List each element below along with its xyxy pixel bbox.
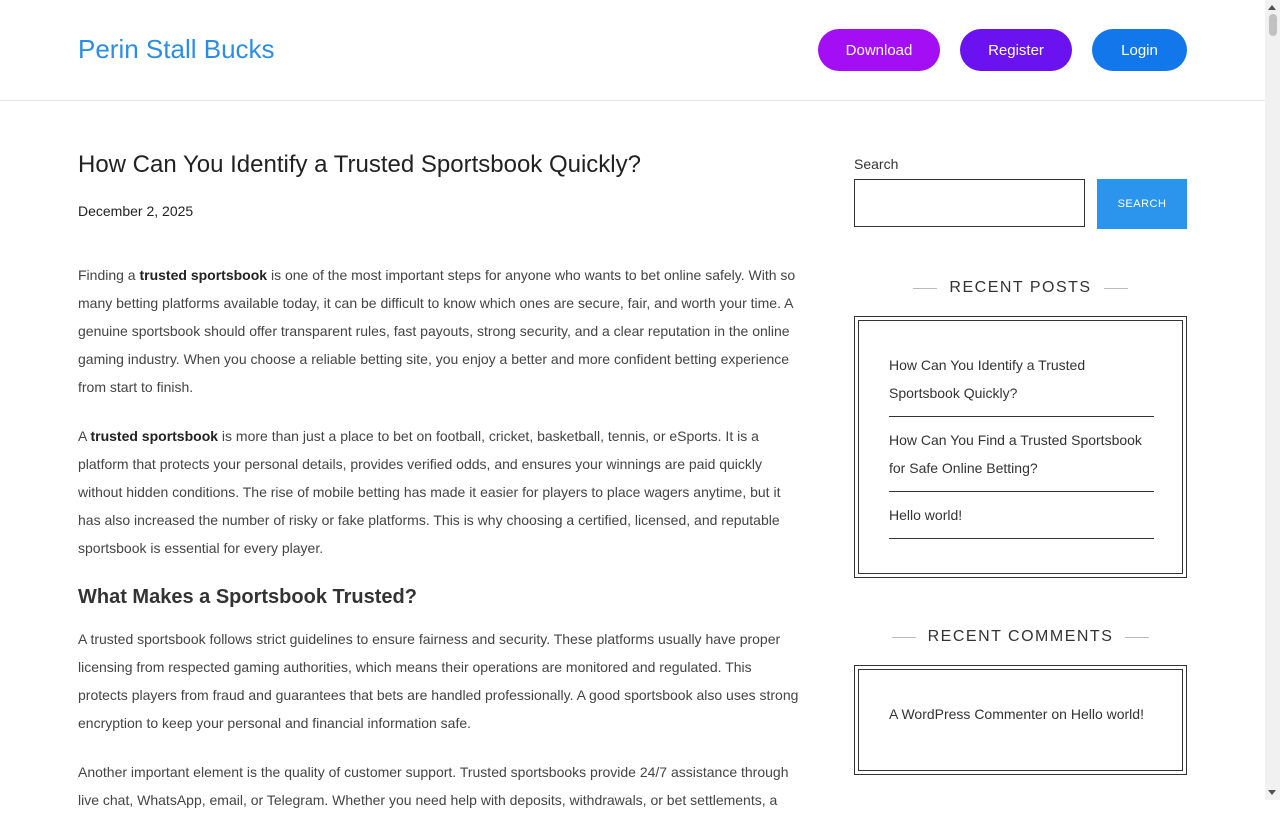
post-title: How Can You Identify a Trusted Sportsbook Quickly? (78, 151, 641, 178)
widget-inner-border (858, 669, 1183, 771)
bold-term: trusted sportsbook (90, 428, 219, 444)
download-button[interactable]: Download (818, 29, 940, 71)
vertical-scrollbar[interactable] (1265, 0, 1280, 800)
recent-post-link[interactable]: How Can You Find a Trusted Sportsbook for Safe Online Betting? (889, 426, 1154, 492)
scroll-down-arrow-icon[interactable] (1268, 790, 1276, 795)
recent-post-link[interactable]: Hello world! (889, 501, 1154, 539)
heading-rule (913, 288, 937, 289)
text: is one of the most important steps for anyone who wants to bet online safely. With so many betting platforms available today, it can be difficult to know which ones are secure, fair, and worth your time. A genuine sportsbook should offer transparent rules, fast payouts, strong security, and a clear reputation in the online gaming industry. When you choose a reliable betting site, you enjoy a better and more confident betting experience from start to finish. (78, 267, 796, 395)
recent-posts-title: RECENT POSTS (949, 279, 1092, 296)
text: Finding a (78, 267, 140, 283)
scroll-thumb[interactable] (1269, 14, 1277, 36)
recent-post-link[interactable]: How Can You Identify a Trusted Sportsbook Quickly? (889, 351, 1154, 417)
paragraph-2 (78, 422, 800, 562)
search-label: Search (854, 156, 899, 172)
register-button[interactable]: Register (960, 29, 1072, 71)
post-body (78, 261, 800, 835)
paragraph-3: A trusted sportsbook follows strict guidelines to ensure fairness and security. These platforms usually have proper licensing from respected gaming authorities, which means their operations are monitored and regulated. This protects players from fraud and guarantees that bets are handled professionally. A good sportsbook also uses strong encryption to keep your personal and financial information safe. (78, 631, 799, 731)
recent-comment (889, 703, 1159, 725)
text: is more than just a place to bet on football, cricket, basketball, tennis, or eSports. It is a platform that protects your personal details, provides verified odds, and ensures your winnings are paid quickly without hidden conditions. The rise of mobile betting has made it easier for players to place wagers anytime, but it has also increased the number of risky or fake platforms. This is why choosing a certified, licensed, and reputable sportsbook is essential for every player. (78, 428, 781, 556)
paragraph-4: Another important element is the quality of customer support. Trusted sportsbooks provide 24/7 assistance through live chat, WhatsApp, email, or Telegram. Whether you need help with deposits, withdrawals, or bet settlements, a (78, 764, 789, 808)
heading-rule (1125, 637, 1149, 638)
recent-comments-title: RECENT COMMENTS (927, 628, 1114, 645)
recent-posts-list (889, 351, 1154, 548)
site-title-link[interactable]: Perin Stall Bucks (78, 34, 275, 64)
search-button[interactable]: SEARCH (1097, 179, 1187, 229)
text: A (78, 428, 91, 444)
bold-term: trusted sportsbook (139, 267, 268, 283)
search-input[interactable] (854, 179, 1085, 227)
recent-comments-heading (854, 625, 1187, 649)
scroll-up-arrow-icon[interactable] (1268, 5, 1276, 10)
section-heading: What Makes a Sportsbook Trusted? (78, 586, 417, 608)
recent-posts-heading (854, 276, 1187, 300)
site-header (0, 0, 1265, 101)
login-button[interactable]: Login (1092, 29, 1187, 71)
recent-comments-widget (854, 665, 1187, 775)
paragraph-1 (78, 261, 800, 401)
heading-rule (892, 637, 916, 638)
comment-post-link[interactable]: Hello world! (1070, 706, 1144, 722)
comment-author-link[interactable]: A WordPress Commenter (889, 706, 1048, 722)
widget-inner-border (858, 320, 1183, 574)
heading-rule (1104, 288, 1128, 289)
post-date: December 2, 2025 (78, 203, 194, 219)
comment-on-text: on (1047, 706, 1071, 722)
recent-posts-widget (854, 316, 1187, 578)
